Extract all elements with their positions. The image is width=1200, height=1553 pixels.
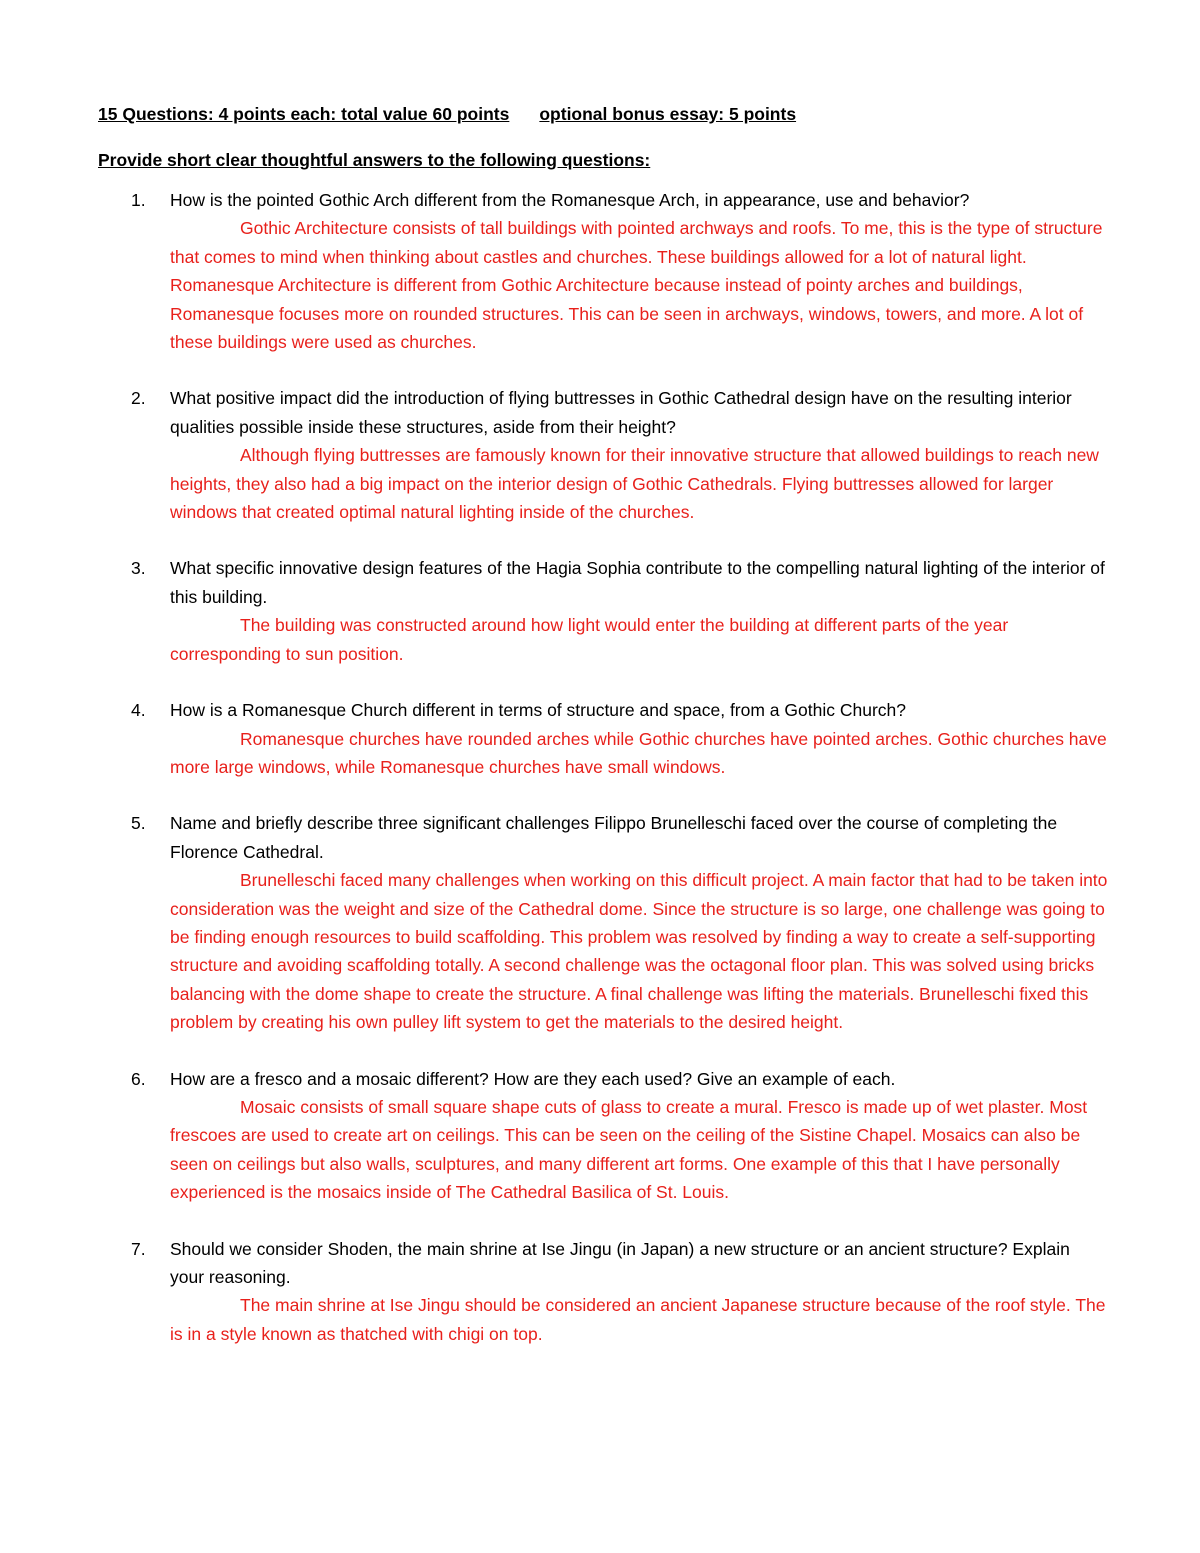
question-text: Name and briefly describe three significant challenges Filippo Brunelleschi faced over the course of completing the Florence Cathedral. <box>170 813 1058 862</box>
question-list <box>98 186 1108 1348</box>
instructions-heading: Provide short clear thoughtful answers to the following questions: <box>98 150 651 170</box>
question-number: 2. <box>131 388 146 409</box>
question-text: Should we consider Shoden, the main shrine at Ise Jingu (in Japan) a new structure or an ancient structure? Explain your reasoning. <box>170 1238 1070 1287</box>
document-page <box>98 100 1108 1376</box>
scoring-text: 15 Questions: 4 points each: total value 60 points <box>98 104 510 124</box>
question-item-6 <box>98 1065 1108 1207</box>
question-number: 7. <box>131 1238 146 1259</box>
answer-text: The building was constructed around how light would enter the building at different parts of the year corresponding to sun position. <box>170 615 1009 664</box>
answer-text: Brunelleschi faced many challenges when working on this difficult project. A main factor that had to be taken into consideration was the weight and size of the Cathedral dome. Since the structure is so large, one challenge was going to be finding enough resources to build scaffolding. This problem was resolved by finding a way to create a self-supporting structure and avoiding scaffolding totally. A second challenge was the octagonal floor plan. This was solved using bricks balancing with the dome shape to create the structure. A final challenge was lifting the materials. Brunelleschi fixed this problem by creating his own pulley lift system to get the materials to the desired height. <box>170 870 1108 1033</box>
answer-text: Mosaic consists of small square shape cuts of glass to create a mural. Fresco is made up of wet plaster. Most frescoes are used to create art on ceilings. This can be seen on the ceiling of the Sistine Chapel. Mosaics can also be seen on ceilings but also walls, sculptures, and many different art forms. One example of this that I have personally experienced is the mosaics inside of The Cathedral Basilica of St. Louis. <box>170 1096 1088 1203</box>
question-text: How is the pointed Gothic Arch different from the Romanesque Arch, in appearance, use and behavior? <box>170 190 970 210</box>
answer-text: Gothic Architecture consists of tall buildings with pointed archways and roofs. To me, this is the type of structure that comes to mind when thinking about castles and churches. These buildings allowed for a lot of natural light. Romanesque Architecture is different from Gothic Architecture because instead of pointy arches and buildings, Romanesque focuses more on rounded structures. This can be seen in archways, windows, towers, and more. A lot of these buildings were used as churches. <box>170 218 1103 353</box>
answer-text: The main shrine at Ise Jingu should be considered an ancient Japanese structure because of the roof style. The is in a style known as thatched with chigi on top. <box>170 1295 1106 1344</box>
question-item-1 <box>98 186 1108 356</box>
question-number: 4. <box>131 700 146 721</box>
question-text: What specific innovative design features of the Hagia Sophia contribute to the compelling natural lighting of the interior of this building. <box>170 558 1105 607</box>
question-item-3 <box>98 554 1108 668</box>
answer-text: Romanesque churches have rounded arches while Gothic churches have pointed arches. Gothic churches have more large windows, while Romanesque churches have small windows. <box>170 728 1107 777</box>
question-number: 5. <box>131 813 146 834</box>
question-number: 3. <box>131 558 146 579</box>
question-item-2 <box>98 384 1108 526</box>
question-item-5 <box>98 809 1108 1036</box>
question-item-4 <box>98 696 1108 781</box>
question-text: What positive impact did the introduction of flying buttresses in Gothic Cathedral design have on the resulting interior qualities possible inside these structures, aside from their height? <box>170 388 1072 437</box>
scoring-header <box>98 100 1108 128</box>
question-item-7 <box>98 1235 1108 1349</box>
question-number: 6. <box>131 1068 146 1089</box>
answer-text: Although flying buttresses are famously known for their innovative structure that allowed buildings to reach new heights, they also had a big impact on the interior design of Gothic Cathedrals. Flying buttresses allowed for larger windows that created optimal natural lighting inside of the churches. <box>170 445 1099 523</box>
question-text: How is a Romanesque Church different in terms of structure and space, from a Gothic Church? <box>170 700 906 721</box>
question-number: 1. <box>131 190 146 210</box>
question-text: How are a fresco and a mosaic different? How are they each used? Give an example of each. <box>170 1068 896 1089</box>
bonus-text: optional bonus essay: 5 points <box>539 104 797 124</box>
